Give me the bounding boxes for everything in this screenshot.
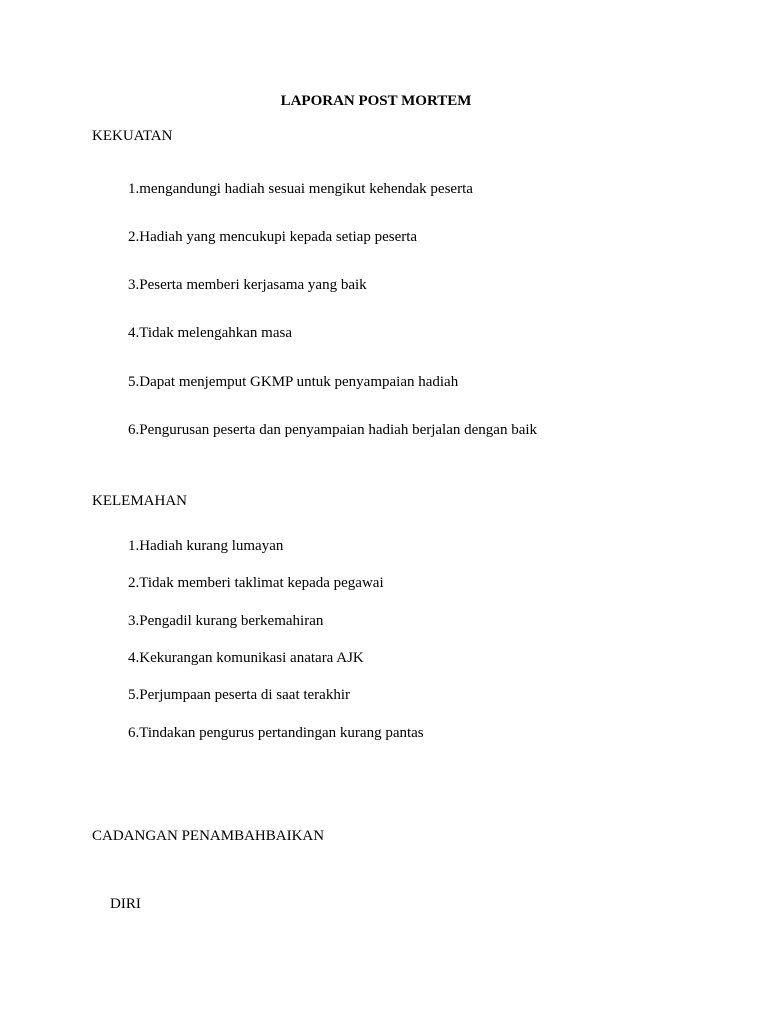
list-item: 6.Pengurusan peserta dan penyampaian hadiah berjalan dengan baik <box>128 422 538 438</box>
list-item: 5.Perjumpaan peserta di saat terakhir <box>128 687 350 703</box>
list-item: 2.Tidak memberi taklimat kepada pegawai <box>128 575 384 591</box>
section-heading-kekuatan: KEKUATAN <box>92 128 173 144</box>
list-item: 3.Peserta memberi kerjasama yang baik <box>128 277 367 293</box>
section-heading-kelemahan: KELEMAHAN <box>92 493 187 509</box>
list-item: 4.Tidak melengahkan masa <box>128 325 292 341</box>
list-item: 1.mengandungi hadiah sesuai mengikut kehendak peserta <box>128 181 473 197</box>
list-item: 2.Hadiah yang mencukupi kepada setiap peserta <box>128 229 418 245</box>
list-item: 4.Kekurangan komunikasi anatara AJK <box>128 650 364 666</box>
list-item: 1.Hadiah kurang lumayan <box>128 538 284 554</box>
document-title: LAPORAN POST MORTEM <box>280 93 472 109</box>
list-item: 3.Pengadil kurang berkemahiran <box>128 613 324 629</box>
list-item: 6.Tindakan pengurus pertandingan kurang pantas <box>128 725 424 741</box>
subsection-heading-diri: DIRI <box>110 896 141 912</box>
list-item: 5.Dapat menjemput GKMP untuk penyampaian hadiah <box>128 374 459 390</box>
section-heading-cadangan: CADANGAN PENAMBAHBAIKAN <box>92 828 325 844</box>
